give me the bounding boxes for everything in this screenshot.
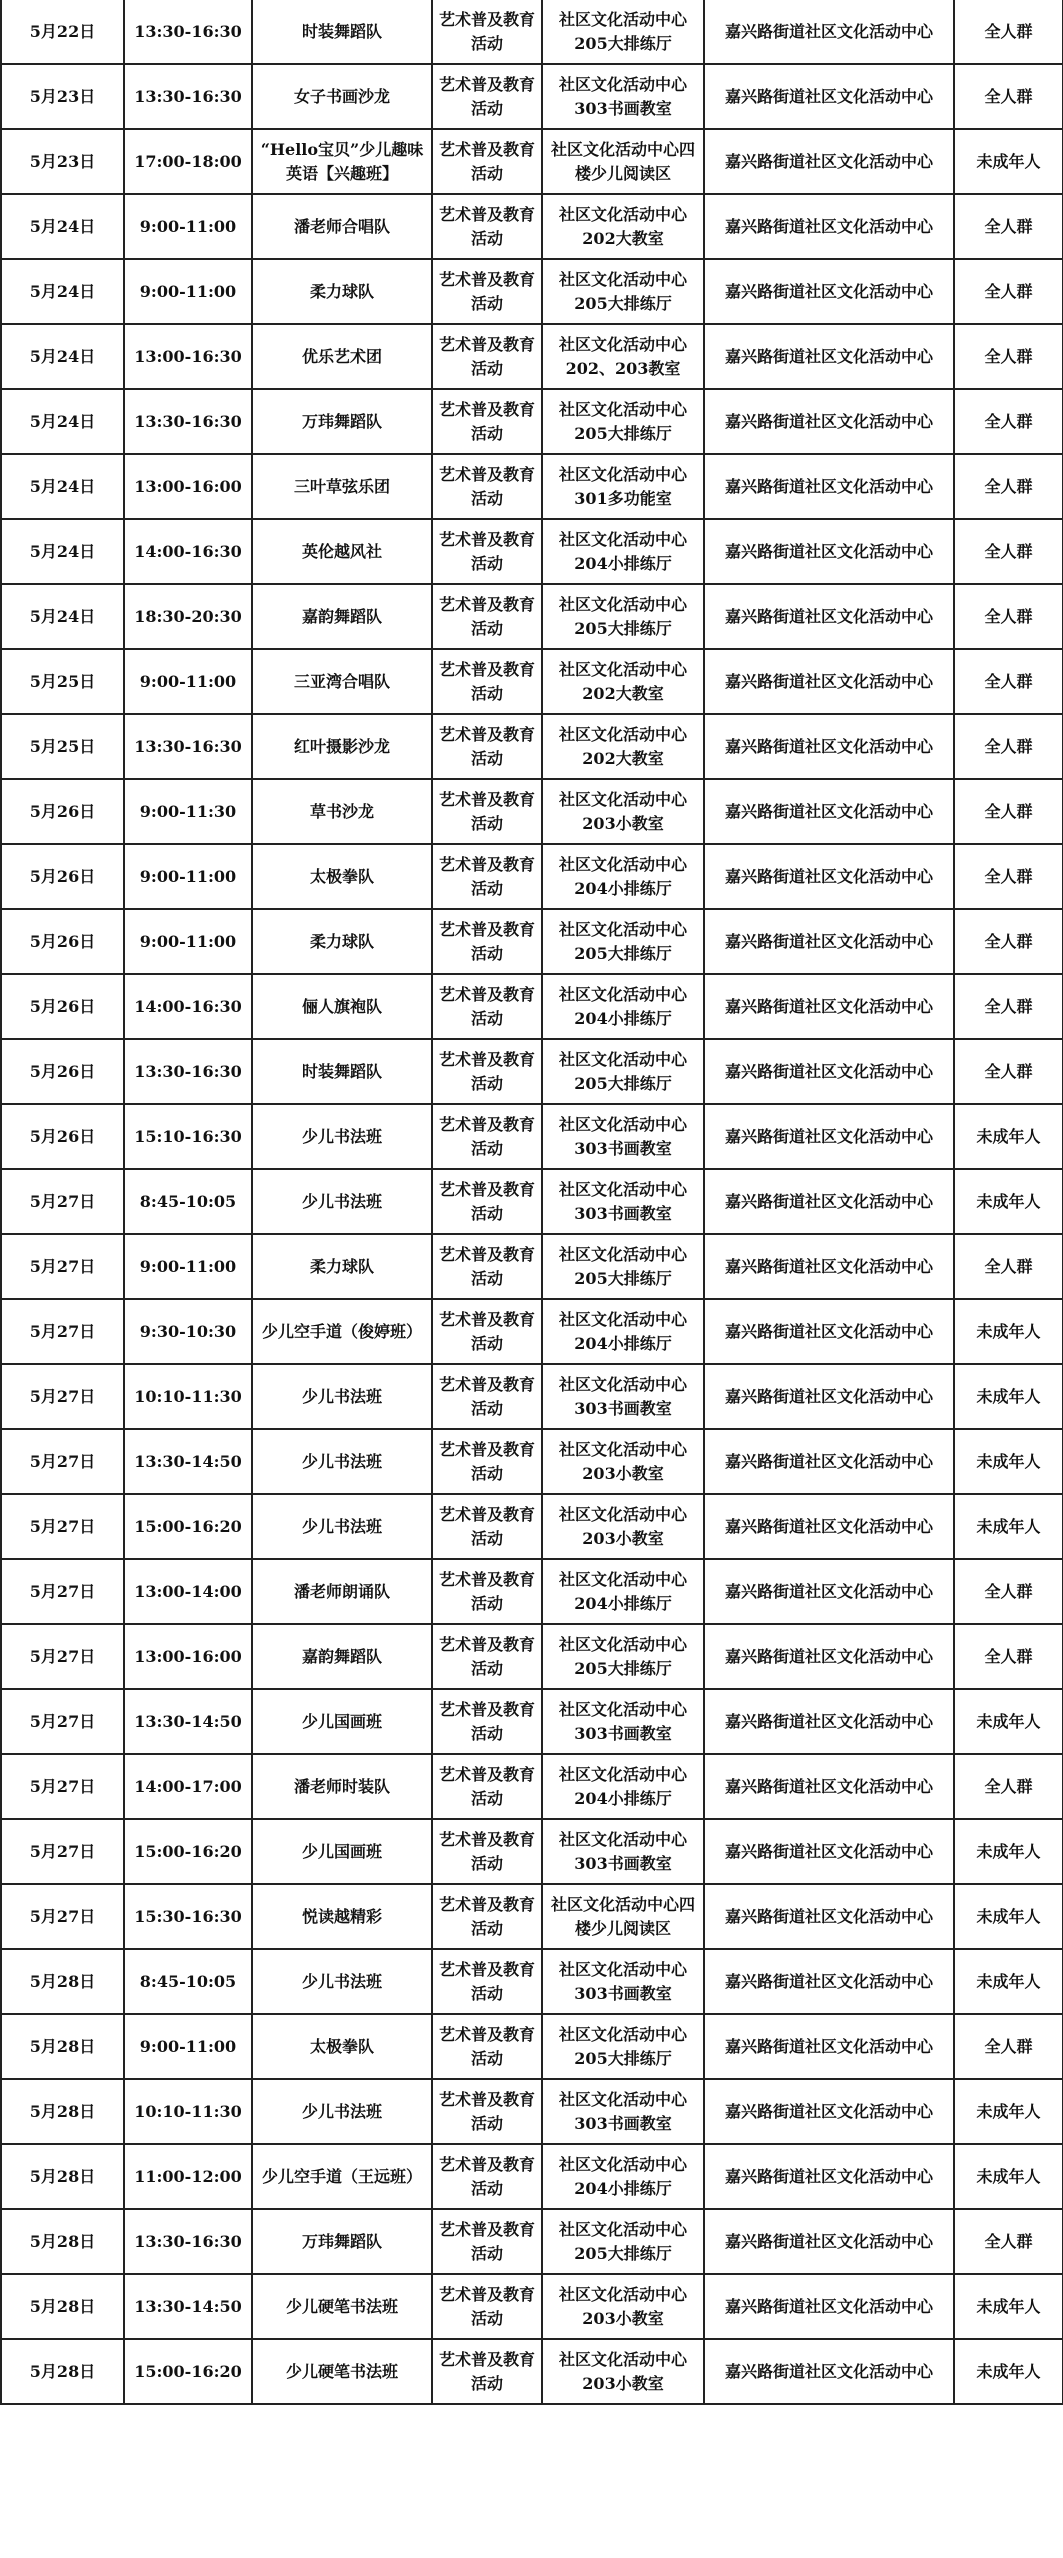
venue-cell: 社区文化活动中心204小排练厅: [542, 974, 704, 1039]
venue-cell: 社区文化活动中心203小教室: [542, 2339, 704, 2404]
activity-name-cell: 俪人旗袍队: [252, 974, 432, 1039]
venue-cell: 社区文化活动中心203小教室: [542, 1429, 704, 1494]
activity-type-cell: 艺术普及教育活动: [432, 584, 542, 649]
time-cell: 9:30-10:30: [124, 1299, 252, 1364]
time-cell: 10:10-11:30: [124, 1364, 252, 1429]
activity-name-cell: 少儿书法班: [252, 1949, 432, 2014]
organizer-cell: 嘉兴路街道社区文化活动中心: [704, 1494, 954, 1559]
date-cell: 5月27日: [1, 1299, 124, 1364]
activity-type-cell: 艺术普及教育活动: [432, 519, 542, 584]
activity-name-cell: “Hello宝贝”少儿趣味英语【兴趣班】: [252, 129, 432, 194]
date-cell: 5月22日: [1, 0, 124, 64]
activity-type-cell: 艺术普及教育活动: [432, 64, 542, 129]
time-cell: 15:00-16:20: [124, 1819, 252, 1884]
time-cell: 9:00-11:00: [124, 1234, 252, 1299]
activity-type-cell: 艺术普及教育活动: [432, 974, 542, 1039]
venue-cell: 社区文化活动中心204小排练厅: [542, 1754, 704, 1819]
audience-cell: 全人群: [954, 714, 1063, 779]
table-row: [1, 1624, 1063, 1689]
activity-type-cell: 艺术普及教育活动: [432, 2339, 542, 2404]
date-cell: 5月28日: [1, 2144, 124, 2209]
date-cell: 5月26日: [1, 1104, 124, 1169]
activity-type-cell: 艺术普及教育活动: [432, 1104, 542, 1169]
table-row: [1, 1559, 1063, 1624]
activity-type-cell: 艺术普及教育活动: [432, 2274, 542, 2339]
venue-cell: 社区文化活动中心205大排练厅: [542, 909, 704, 974]
activity-type-cell: 艺术普及教育活动: [432, 129, 542, 194]
audience-cell: 全人群: [954, 2014, 1063, 2079]
organizer-cell: 嘉兴路街道社区文化活动中心: [704, 2014, 954, 2079]
table-row: [1, 194, 1063, 259]
table-row: [1, 1754, 1063, 1819]
organizer-cell: 嘉兴路街道社区文化活动中心: [704, 259, 954, 324]
time-cell: 11:00-12:00: [124, 2144, 252, 2209]
date-cell: 5月26日: [1, 974, 124, 1039]
organizer-cell: 嘉兴路街道社区文化活动中心: [704, 909, 954, 974]
date-cell: 5月24日: [1, 194, 124, 259]
audience-cell: 全人群: [954, 1624, 1063, 1689]
activity-name-cell: 嘉韵舞蹈队: [252, 584, 432, 649]
activity-name-cell: 时装舞蹈队: [252, 0, 432, 64]
venue-cell: 社区文化活动中心205大排练厅: [542, 259, 704, 324]
organizer-cell: 嘉兴路街道社区文化活动中心: [704, 324, 954, 389]
audience-cell: 未成年人: [954, 1689, 1063, 1754]
activity-name-cell: 少儿书法班: [252, 1494, 432, 1559]
activity-name-cell: 女子书画沙龙: [252, 64, 432, 129]
table-row: [1, 2144, 1063, 2209]
activity-type-cell: 艺术普及教育活动: [432, 649, 542, 714]
date-cell: 5月24日: [1, 454, 124, 519]
venue-cell: 社区文化活动中心205大排练厅: [542, 1039, 704, 1104]
date-cell: 5月27日: [1, 1754, 124, 1819]
organizer-cell: 嘉兴路街道社区文化活动中心: [704, 389, 954, 454]
activity-type-cell: 艺术普及教育活动: [432, 454, 542, 519]
activity-type-cell: 艺术普及教育活动: [432, 1624, 542, 1689]
activity-type-cell: 艺术普及教育活动: [432, 1234, 542, 1299]
audience-cell: 未成年人: [954, 1494, 1063, 1559]
activity-name-cell: 柔力球队: [252, 1234, 432, 1299]
table-row: [1, 259, 1063, 324]
activity-type-cell: 艺术普及教育活动: [432, 714, 542, 779]
audience-cell: 全人群: [954, 584, 1063, 649]
table-row: [1, 649, 1063, 714]
activity-type-cell: 艺术普及教育活动: [432, 324, 542, 389]
organizer-cell: 嘉兴路街道社区文化活动中心: [704, 1754, 954, 1819]
time-cell: 9:00-11:00: [124, 844, 252, 909]
date-cell: 5月28日: [1, 2014, 124, 2079]
audience-cell: 未成年人: [954, 1364, 1063, 1429]
audience-cell: 全人群: [954, 844, 1063, 909]
time-cell: 8:45-10:05: [124, 1949, 252, 2014]
date-cell: 5月26日: [1, 909, 124, 974]
date-cell: 5月27日: [1, 1884, 124, 1949]
activity-name-cell: 少儿书法班: [252, 1104, 432, 1169]
audience-cell: 未成年人: [954, 1104, 1063, 1169]
activity-name-cell: 少儿书法班: [252, 1364, 432, 1429]
venue-cell: 社区文化活动中心303书画教室: [542, 1104, 704, 1169]
venue-cell: 社区文化活动中心303书画教室: [542, 2079, 704, 2144]
organizer-cell: 嘉兴路街道社区文化活动中心: [704, 649, 954, 714]
audience-cell: 全人群: [954, 454, 1063, 519]
time-cell: 15:10-16:30: [124, 1104, 252, 1169]
date-cell: 5月23日: [1, 64, 124, 129]
organizer-cell: 嘉兴路街道社区文化活动中心: [704, 1884, 954, 1949]
activity-name-cell: 三亚湾合唱队: [252, 649, 432, 714]
activity-type-cell: 艺术普及教育活动: [432, 1169, 542, 1234]
time-cell: 13:00-16:30: [124, 324, 252, 389]
activity-type-cell: 艺术普及教育活动: [432, 259, 542, 324]
organizer-cell: 嘉兴路街道社区文化活动中心: [704, 1234, 954, 1299]
organizer-cell: 嘉兴路街道社区文化活动中心: [704, 1364, 954, 1429]
venue-cell: 社区文化活动中心204小排练厅: [542, 519, 704, 584]
audience-cell: 全人群: [954, 324, 1063, 389]
table-row: [1, 1494, 1063, 1559]
table-row: [1, 779, 1063, 844]
date-cell: 5月24日: [1, 584, 124, 649]
organizer-cell: 嘉兴路街道社区文化活动中心: [704, 844, 954, 909]
time-cell: 15:00-16:20: [124, 2339, 252, 2404]
activity-type-cell: 艺术普及教育活动: [432, 779, 542, 844]
activity-name-cell: 太极拳队: [252, 844, 432, 909]
venue-cell: 社区文化活动中心303书画教室: [542, 1689, 704, 1754]
time-cell: 13:30-16:30: [124, 2209, 252, 2274]
audience-cell: 未成年人: [954, 1949, 1063, 2014]
venue-cell: 社区文化活动中心204小排练厅: [542, 1559, 704, 1624]
venue-cell: 社区文化活动中心205大排练厅: [542, 1624, 704, 1689]
time-cell: 13:30-16:30: [124, 1039, 252, 1104]
activity-type-cell: 艺术普及教育活动: [432, 0, 542, 64]
activity-type-cell: 艺术普及教育活动: [432, 1559, 542, 1624]
venue-cell: 社区文化活动中心四楼少儿阅读区: [542, 129, 704, 194]
time-cell: 15:30-16:30: [124, 1884, 252, 1949]
venue-cell: 社区文化活动中心204小排练厅: [542, 1299, 704, 1364]
organizer-cell: 嘉兴路街道社区文化活动中心: [704, 714, 954, 779]
time-cell: 9:00-11:30: [124, 779, 252, 844]
activity-name-cell: 万玮舞蹈队: [252, 2209, 432, 2274]
activity-type-cell: 艺术普及教育活动: [432, 194, 542, 259]
activity-type-cell: 艺术普及教育活动: [432, 1754, 542, 1819]
audience-cell: 全人群: [954, 779, 1063, 844]
venue-cell: 社区文化活动中心301多功能室: [542, 454, 704, 519]
time-cell: 13:30-16:30: [124, 389, 252, 454]
venue-cell: 社区文化活动中心205大排练厅: [542, 584, 704, 649]
audience-cell: 全人群: [954, 259, 1063, 324]
date-cell: 5月28日: [1, 2209, 124, 2274]
activity-name-cell: 潘老师朗诵队: [252, 1559, 432, 1624]
activity-name-cell: 万玮舞蹈队: [252, 389, 432, 454]
activity-type-cell: 艺术普及教育活动: [432, 2014, 542, 2079]
table-row: [1, 2339, 1063, 2404]
organizer-cell: 嘉兴路街道社区文化活动中心: [704, 454, 954, 519]
table-row: [1, 1884, 1063, 1949]
date-cell: 5月25日: [1, 714, 124, 779]
activity-name-cell: 少儿空手道（俊婷班）: [252, 1299, 432, 1364]
time-cell: 13:30-16:30: [124, 0, 252, 64]
audience-cell: 全人群: [954, 1234, 1063, 1299]
audience-cell: 未成年人: [954, 129, 1063, 194]
date-cell: 5月27日: [1, 1819, 124, 1884]
activity-name-cell: 柔力球队: [252, 909, 432, 974]
time-cell: 14:00-17:00: [124, 1754, 252, 1819]
table-row: [1, 974, 1063, 1039]
audience-cell: 全人群: [954, 1559, 1063, 1624]
table-row: [1, 1364, 1063, 1429]
audience-cell: 未成年人: [954, 2144, 1063, 2209]
date-cell: 5月27日: [1, 1169, 124, 1234]
time-cell: 13:00-16:00: [124, 454, 252, 519]
table-row: [1, 714, 1063, 779]
time-cell: 14:00-16:30: [124, 974, 252, 1039]
time-cell: 8:45-10:05: [124, 1169, 252, 1234]
venue-cell: 社区文化活动中心202大教室: [542, 194, 704, 259]
date-cell: 5月24日: [1, 519, 124, 584]
venue-cell: 社区文化活动中心205大排练厅: [542, 0, 704, 64]
organizer-cell: 嘉兴路街道社区文化活动中心: [704, 1949, 954, 2014]
organizer-cell: 嘉兴路街道社区文化活动中心: [704, 584, 954, 649]
date-cell: 5月25日: [1, 649, 124, 714]
venue-cell: 社区文化活动中心四楼少儿阅读区: [542, 1884, 704, 1949]
audience-cell: 未成年人: [954, 1169, 1063, 1234]
venue-cell: 社区文化活动中心205大排练厅: [542, 389, 704, 454]
date-cell: 5月27日: [1, 1689, 124, 1754]
organizer-cell: 嘉兴路街道社区文化活动中心: [704, 974, 954, 1039]
venue-cell: 社区文化活动中心202、203教室: [542, 324, 704, 389]
organizer-cell: 嘉兴路街道社区文化活动中心: [704, 1689, 954, 1754]
schedule-body: [1, 0, 1063, 2404]
activity-name-cell: 红叶摄影沙龙: [252, 714, 432, 779]
activity-type-cell: 艺术普及教育活动: [432, 1429, 542, 1494]
table-row: [1, 1429, 1063, 1494]
organizer-cell: 嘉兴路街道社区文化活动中心: [704, 1624, 954, 1689]
table-row: [1, 64, 1063, 129]
organizer-cell: 嘉兴路街道社区文化活动中心: [704, 2274, 954, 2339]
time-cell: 14:00-16:30: [124, 519, 252, 584]
activity-type-cell: 艺术普及教育活动: [432, 909, 542, 974]
organizer-cell: 嘉兴路街道社区文化活动中心: [704, 1559, 954, 1624]
audience-cell: 未成年人: [954, 1819, 1063, 1884]
audience-cell: 全人群: [954, 1754, 1063, 1819]
venue-cell: 社区文化活动中心303书画教室: [542, 1819, 704, 1884]
activity-type-cell: 艺术普及教育活动: [432, 389, 542, 454]
venue-cell: 社区文化活动中心203小教室: [542, 2274, 704, 2339]
venue-cell: 社区文化活动中心303书画教室: [542, 64, 704, 129]
time-cell: 18:30-20:30: [124, 584, 252, 649]
time-cell: 13:30-14:50: [124, 1429, 252, 1494]
table-row: [1, 2079, 1063, 2144]
activity-type-cell: 艺术普及教育活动: [432, 1689, 542, 1754]
time-cell: 10:10-11:30: [124, 2079, 252, 2144]
date-cell: 5月28日: [1, 1949, 124, 2014]
venue-cell: 社区文化活动中心204小排练厅: [542, 2144, 704, 2209]
time-cell: 9:00-11:00: [124, 194, 252, 259]
table-row: [1, 1234, 1063, 1299]
organizer-cell: 嘉兴路街道社区文化活动中心: [704, 2339, 954, 2404]
organizer-cell: 嘉兴路街道社区文化活动中心: [704, 1039, 954, 1104]
table-row: [1, 844, 1063, 909]
venue-cell: 社区文化活动中心203小教室: [542, 779, 704, 844]
time-cell: 13:30-14:50: [124, 1689, 252, 1754]
table-row: [1, 1169, 1063, 1234]
organizer-cell: 嘉兴路街道社区文化活动中心: [704, 64, 954, 129]
organizer-cell: 嘉兴路街道社区文化活动中心: [704, 2144, 954, 2209]
table-row: [1, 129, 1063, 194]
activity-type-cell: 艺术普及教育活动: [432, 1884, 542, 1949]
audience-cell: 全人群: [954, 2209, 1063, 2274]
table-row: [1, 519, 1063, 584]
audience-cell: 全人群: [954, 649, 1063, 714]
activity-type-cell: 艺术普及教育活动: [432, 1299, 542, 1364]
date-cell: 5月26日: [1, 779, 124, 844]
date-cell: 5月28日: [1, 2274, 124, 2339]
date-cell: 5月27日: [1, 1429, 124, 1494]
audience-cell: 未成年人: [954, 1884, 1063, 1949]
activity-name-cell: 时装舞蹈队: [252, 1039, 432, 1104]
venue-cell: 社区文化活动中心205大排练厅: [542, 2014, 704, 2079]
venue-cell: 社区文化活动中心303书画教室: [542, 1949, 704, 2014]
date-cell: 5月27日: [1, 1364, 124, 1429]
audience-cell: 全人群: [954, 974, 1063, 1039]
table-row: [1, 0, 1063, 64]
table-row: [1, 1039, 1063, 1104]
venue-cell: 社区文化活动中心205大排练厅: [542, 1234, 704, 1299]
activity-name-cell: 少儿书法班: [252, 2079, 432, 2144]
audience-cell: 全人群: [954, 909, 1063, 974]
audience-cell: 未成年人: [954, 1299, 1063, 1364]
organizer-cell: 嘉兴路街道社区文化活动中心: [704, 1429, 954, 1494]
venue-cell: 社区文化活动中心303书画教室: [542, 1364, 704, 1429]
time-cell: 9:00-11:00: [124, 259, 252, 324]
table-row: [1, 1689, 1063, 1754]
audience-cell: 全人群: [954, 519, 1063, 584]
activity-name-cell: 少儿空手道（王远班）: [252, 2144, 432, 2209]
activity-type-cell: 艺术普及教育活动: [432, 1949, 542, 2014]
activity-name-cell: 太极拳队: [252, 2014, 432, 2079]
table-row: [1, 1104, 1063, 1169]
activity-name-cell: 少儿硬笔书法班: [252, 2339, 432, 2404]
activity-name-cell: 少儿国画班: [252, 1689, 432, 1754]
activity-type-cell: 艺术普及教育活动: [432, 1819, 542, 1884]
activity-type-cell: 艺术普及教育活动: [432, 2209, 542, 2274]
activity-name-cell: 潘老师合唱队: [252, 194, 432, 259]
date-cell: 5月26日: [1, 1039, 124, 1104]
date-cell: 5月28日: [1, 2079, 124, 2144]
activity-name-cell: 三叶草弦乐团: [252, 454, 432, 519]
organizer-cell: 嘉兴路街道社区文化活动中心: [704, 0, 954, 64]
time-cell: 17:00-18:00: [124, 129, 252, 194]
activity-name-cell: 草书沙龙: [252, 779, 432, 844]
date-cell: 5月24日: [1, 389, 124, 454]
audience-cell: 全人群: [954, 389, 1063, 454]
time-cell: 9:00-11:00: [124, 2014, 252, 2079]
activity-name-cell: 柔力球队: [252, 259, 432, 324]
organizer-cell: 嘉兴路街道社区文化活动中心: [704, 2079, 954, 2144]
date-cell: 5月24日: [1, 324, 124, 389]
date-cell: 5月27日: [1, 1624, 124, 1689]
table-row: [1, 1819, 1063, 1884]
activity-name-cell: 潘老师时装队: [252, 1754, 432, 1819]
table-row: [1, 2014, 1063, 2079]
table-row: [1, 909, 1063, 974]
audience-cell: 全人群: [954, 64, 1063, 129]
time-cell: 13:30-16:30: [124, 714, 252, 779]
organizer-cell: 嘉兴路街道社区文化活动中心: [704, 1169, 954, 1234]
activity-name-cell: 嘉韵舞蹈队: [252, 1624, 432, 1689]
activity-name-cell: 少儿硬笔书法班: [252, 2274, 432, 2339]
activity-name-cell: 英伦越风社: [252, 519, 432, 584]
venue-cell: 社区文化活动中心202大教室: [542, 714, 704, 779]
table-row: [1, 1299, 1063, 1364]
audience-cell: 全人群: [954, 194, 1063, 259]
date-cell: 5月24日: [1, 259, 124, 324]
activity-type-cell: 艺术普及教育活动: [432, 1039, 542, 1104]
table-row: [1, 584, 1063, 649]
activity-name-cell: 少儿书法班: [252, 1169, 432, 1234]
activity-type-cell: 艺术普及教育活动: [432, 2144, 542, 2209]
organizer-cell: 嘉兴路街道社区文化活动中心: [704, 779, 954, 844]
organizer-cell: 嘉兴路街道社区文化活动中心: [704, 1819, 954, 1884]
date-cell: 5月27日: [1, 1234, 124, 1299]
audience-cell: 全人群: [954, 1039, 1063, 1104]
time-cell: 13:00-14:00: [124, 1559, 252, 1624]
organizer-cell: 嘉兴路街道社区文化活动中心: [704, 519, 954, 584]
table-row: [1, 2274, 1063, 2339]
time-cell: 13:30-16:30: [124, 64, 252, 129]
activity-type-cell: 艺术普及教育活动: [432, 1364, 542, 1429]
activity-type-cell: 艺术普及教育活动: [432, 844, 542, 909]
time-cell: 9:00-11:00: [124, 649, 252, 714]
table-row: [1, 454, 1063, 519]
activity-name-cell: 少儿书法班: [252, 1429, 432, 1494]
venue-cell: 社区文化活动中心203小教室: [542, 1494, 704, 1559]
table-row: [1, 389, 1063, 454]
organizer-cell: 嘉兴路街道社区文化活动中心: [704, 194, 954, 259]
activity-name-cell: 少儿国画班: [252, 1819, 432, 1884]
organizer-cell: 嘉兴路街道社区文化活动中心: [704, 1104, 954, 1169]
table-row: [1, 324, 1063, 389]
audience-cell: 未成年人: [954, 1429, 1063, 1494]
date-cell: 5月27日: [1, 1559, 124, 1624]
date-cell: 5月27日: [1, 1494, 124, 1559]
activity-type-cell: 艺术普及教育活动: [432, 1494, 542, 1559]
table-row: [1, 1949, 1063, 2014]
time-cell: 15:00-16:20: [124, 1494, 252, 1559]
time-cell: 13:30-14:50: [124, 2274, 252, 2339]
venue-cell: 社区文化活动中心303书画教室: [542, 1169, 704, 1234]
organizer-cell: 嘉兴路街道社区文化活动中心: [704, 1299, 954, 1364]
date-cell: 5月26日: [1, 844, 124, 909]
audience-cell: 未成年人: [954, 2339, 1063, 2404]
activity-type-cell: 艺术普及教育活动: [432, 2079, 542, 2144]
date-cell: 5月23日: [1, 129, 124, 194]
venue-cell: 社区文化活动中心202大教室: [542, 649, 704, 714]
venue-cell: 社区文化活动中心204小排练厅: [542, 844, 704, 909]
time-cell: 9:00-11:00: [124, 909, 252, 974]
audience-cell: 未成年人: [954, 2079, 1063, 2144]
date-cell: 5月28日: [1, 2339, 124, 2404]
audience-cell: 全人群: [954, 0, 1063, 64]
time-cell: 13:00-16:00: [124, 1624, 252, 1689]
organizer-cell: 嘉兴路街道社区文化活动中心: [704, 129, 954, 194]
activity-name-cell: 优乐艺术团: [252, 324, 432, 389]
venue-cell: 社区文化活动中心205大排练厅: [542, 2209, 704, 2274]
organizer-cell: 嘉兴路街道社区文化活动中心: [704, 2209, 954, 2274]
table-row: [1, 2209, 1063, 2274]
audience-cell: 未成年人: [954, 2274, 1063, 2339]
activity-name-cell: 悦读越精彩: [252, 1884, 432, 1949]
